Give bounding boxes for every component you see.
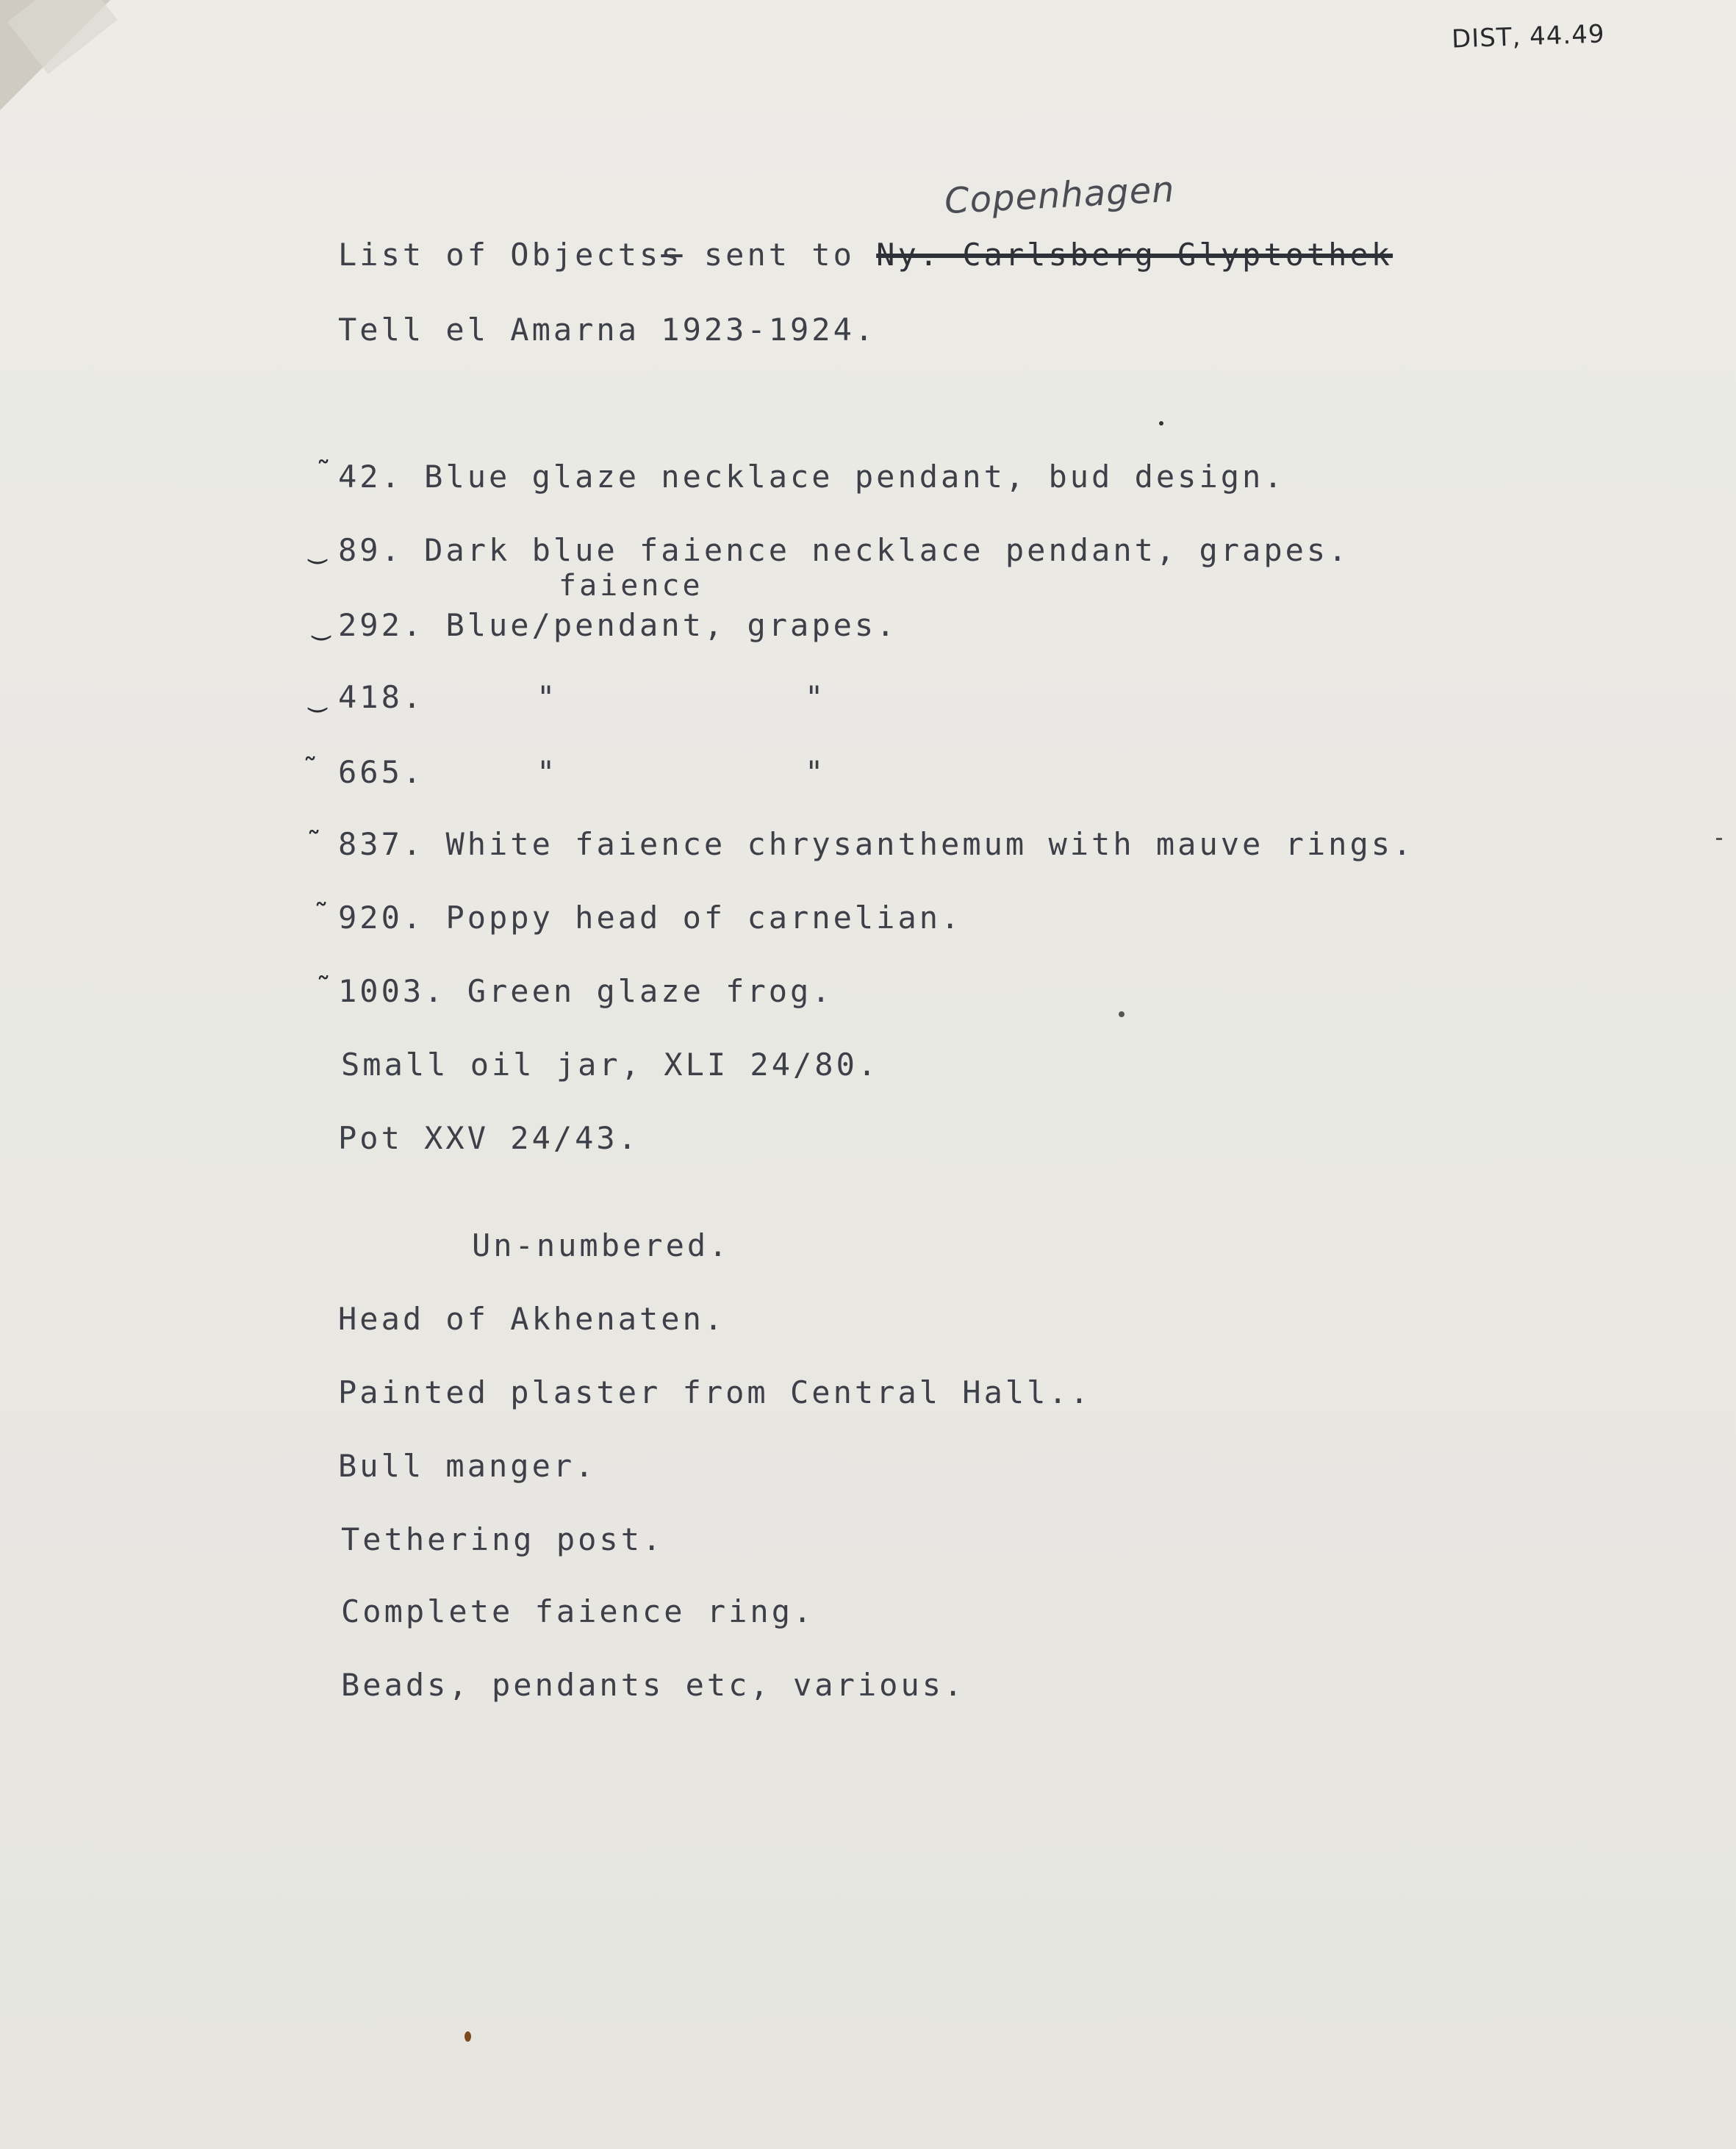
- margin-mark: [1716, 838, 1722, 840]
- list-item: Small oil jar, XLI 24/80.: [341, 1047, 880, 1083]
- check-mark-icon: ˜: [305, 826, 323, 860]
- heading-middle: sent to: [682, 237, 877, 273]
- ditto-mark: ": [805, 754, 827, 790]
- list-item: [338, 679, 424, 715]
- heading-line-2: Tell el Amarna 1923-1924.: [338, 312, 877, 348]
- list-item: [338, 826, 1414, 862]
- item-number: 1003.: [338, 973, 446, 1009]
- item-text: Dark blue faience necklace pendant, grapes.: [424, 532, 1350, 568]
- heading-line-1: [338, 237, 1393, 273]
- item-text: Poppy head of carnelian.: [445, 900, 963, 936]
- check-mark-icon: ˜: [312, 898, 331, 932]
- paper-speck: [1159, 421, 1163, 426]
- ditto-mark: ": [805, 679, 827, 715]
- reference-number: DIST, 44.49: [1451, 19, 1606, 54]
- list-item: Painted plaster from Central Hall..: [338, 1374, 1092, 1410]
- item-text: Blue glaze necklace pendant, bud design.: [424, 459, 1285, 495]
- item-text: Blue/pendant, grapes.: [445, 607, 898, 643]
- paper-speck: [465, 2031, 471, 2042]
- list-item: Bull manger.: [338, 1448, 597, 1484]
- check-mark-icon: ˜: [315, 456, 333, 489]
- item-number: 89.: [338, 532, 403, 568]
- item-number: 920.: [338, 900, 425, 936]
- section-heading: Un-numbered.: [472, 1227, 731, 1263]
- heading-struck-s: s: [661, 237, 683, 273]
- item-text: White faience chrysanthemum with mauve rings.: [445, 826, 1415, 862]
- list-item: [338, 754, 424, 790]
- item-number: 292.: [338, 607, 425, 643]
- check-mark-icon: ˜: [315, 972, 333, 1005]
- item-text: Green glaze frog.: [467, 973, 833, 1009]
- heading-prefix: List of Objects: [338, 237, 661, 273]
- item-number: 42.: [338, 459, 403, 495]
- list-item: Tethering post.: [341, 1521, 664, 1557]
- item-number: 418.: [338, 679, 425, 715]
- list-item: [338, 973, 833, 1009]
- list-item: [338, 532, 1349, 568]
- ditto-mark: ": [537, 754, 559, 790]
- typed-insertion: faience: [559, 569, 703, 603]
- item-number: 837.: [338, 826, 425, 862]
- check-mark-icon: ‿: [309, 531, 327, 564]
- list-item: Complete faience ring.: [341, 1593, 815, 1629]
- heading-struck-destination: Ny. Carlsberg Glyptothek: [876, 237, 1394, 273]
- handwritten-destination: Copenhagen: [943, 168, 1176, 223]
- list-item: [338, 607, 897, 643]
- list-item: [338, 459, 1285, 495]
- ditto-mark: ": [537, 679, 559, 715]
- item-number: 665.: [338, 754, 425, 790]
- paper-speck: [1119, 1011, 1125, 1017]
- list-item: Beads, pendants etc, various.: [341, 1667, 966, 1703]
- list-item: Head of Akhenaten.: [338, 1301, 726, 1337]
- check-mark-icon: ‿: [312, 607, 331, 641]
- check-mark-icon: ‿: [309, 679, 327, 713]
- check-mark-icon: ˜: [301, 753, 320, 786]
- list-item: [338, 900, 962, 936]
- list-item: Pot XXV 24/43.: [338, 1120, 640, 1156]
